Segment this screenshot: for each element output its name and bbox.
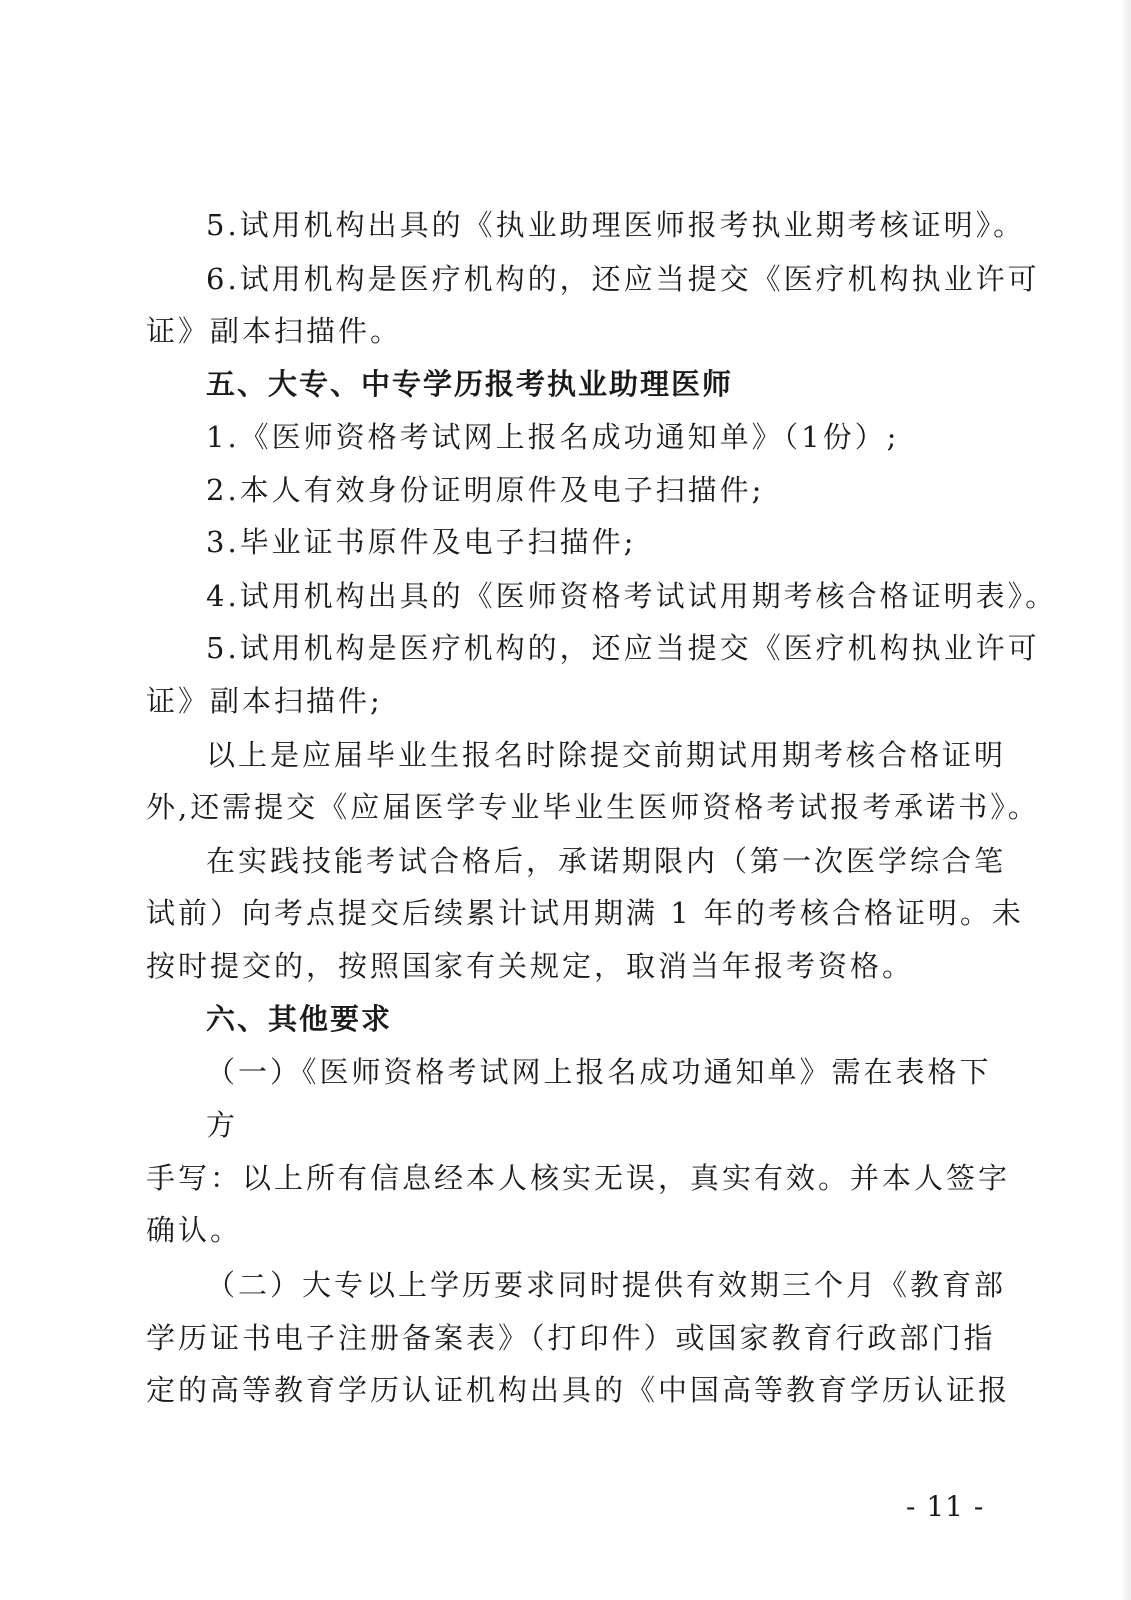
text-line: 6.试用机构是医疗机构的，还应当提交《医疗机构执业许可 [206, 262, 1040, 296]
text-line: 外,还需提交《应届医学专业毕业生医师资格考试报考承诺书》。 [146, 790, 1040, 824]
text-line: 以上是应届毕业生报名时除提交前期试用期考核合格证明 [206, 738, 1007, 772]
text-line: （一）《医师资格考试网上报名成功通知单》需在表格下 [206, 1055, 992, 1089]
section-heading: 五、大专、中专学历报考执业助理医师 [206, 367, 734, 401]
text-line: 1.《医师资格考试网上报名成功通知单》（1份）; [206, 420, 900, 454]
text-line: 定的高等教育学历认证机构出具的《中国高等教育学历认证报 [146, 1373, 1011, 1407]
text-line: 方 [206, 1108, 239, 1142]
text-line: 在实践技能考试合格后，承诺期限内（第一次医学综合笔 [206, 844, 1007, 878]
text-line: （二）大专以上学历要求同时提供有效期三个月《教育部 [206, 1268, 1007, 1302]
text-line: 2.本人有效身份证明原件及电子扫描件; [206, 473, 765, 507]
text-line: 证》副本扫描件。 [146, 314, 403, 348]
text-line: 3.毕业证书原件及电子扫描件; [206, 525, 637, 559]
section-heading: 六、其他要求 [206, 1002, 393, 1036]
text-line: 按时提交的，按照国家有关规定，取消当年报考资格。 [146, 949, 915, 983]
page-number: - 11 - [906, 1490, 985, 1523]
text-line: 学历证书电子注册备案表》（打印件）或国家教育行政部门指 [146, 1321, 996, 1355]
page-edge [1121, 0, 1131, 1600]
text-line: 5.试用机构出具的《执业助理医师报考执业期考核证明》。 [206, 208, 1026, 242]
text-line: 手写：以上所有信息经本人核实无误，真实有效。并本人签字 [146, 1161, 1011, 1195]
text-line: 试前）向考点提交后续累计试用期满 1 年的考核合格证明。未 [146, 896, 1024, 930]
text-line: 4.试用机构出具的《医师资格考试试用期考核合格证明表》。 [206, 579, 1058, 613]
text-line: 5.试用机构是医疗机构的，还应当提交《医疗机构执业许可 [206, 631, 1040, 665]
text-line: 证》副本扫描件; [146, 684, 383, 718]
text-line: 确认。 [146, 1213, 243, 1247]
